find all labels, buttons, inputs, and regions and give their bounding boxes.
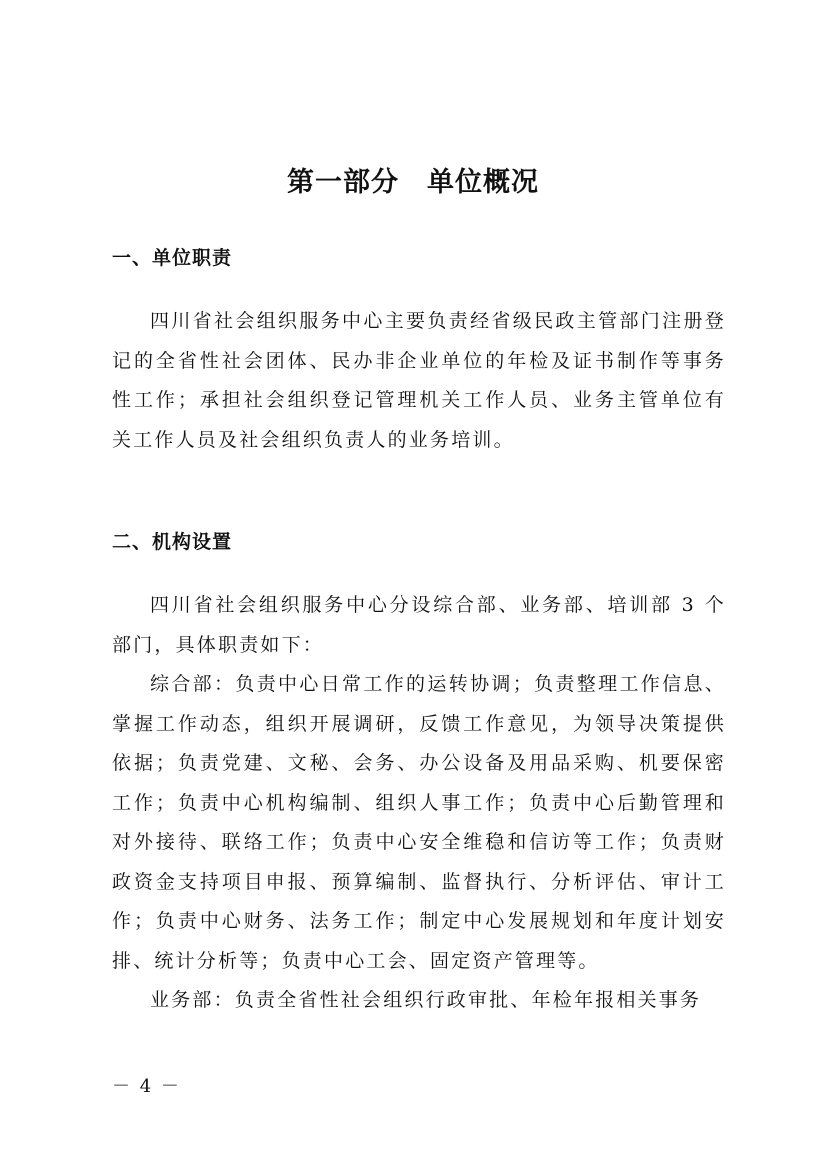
page-number: － 4 － xyxy=(112,1076,181,1097)
structure-intro-paragraph: 四川省社会组织服务中心分设综合部、业务部、培训部 3 个部门，具体职责如下： xyxy=(112,594,726,656)
section-heading-duties: 一、单位职责 xyxy=(112,247,233,269)
section-heading-structure: 二、机构设置 xyxy=(112,531,233,553)
page-title: 第一部分 单位概况 xyxy=(287,167,539,198)
business-dept-paragraph: 业务部：负责全省性社会组织行政审批、年检年报相关事务 xyxy=(150,989,702,1011)
general-dept-paragraph: 综合部：负责中心日常工作的运转协调；负责整理工作信息、掌握工作动态，组织开展调研，反馈工作意见，为领导决策提供依据；负责党建、文秘、会务、办公设备及用品采购、机要保密工作；负责中心机构编制、组织人事工作；负责中心后勤管理和对外接待、联络工作；负责中心安全维稳和信访等工作；负责财政资金支持项目申报、预算编制、监督执行、分析评估、审计工作；负责中心财务、法务工作；制定中心发展规划和年度计划安排、统计分析等；负责中心工会、固定资产管理等。 xyxy=(112,673,726,972)
duties-paragraph: 四川省社会组织服务中心主要负责经省级民政主管部门注册登记的全省性社会团体、民办非企业单位的年检及证书制作等事务性工作；承担社会组织登记管理机关工作人员、业务主管单位有关工作人员及社会组织负责人的业务培训。 xyxy=(112,310,726,451)
